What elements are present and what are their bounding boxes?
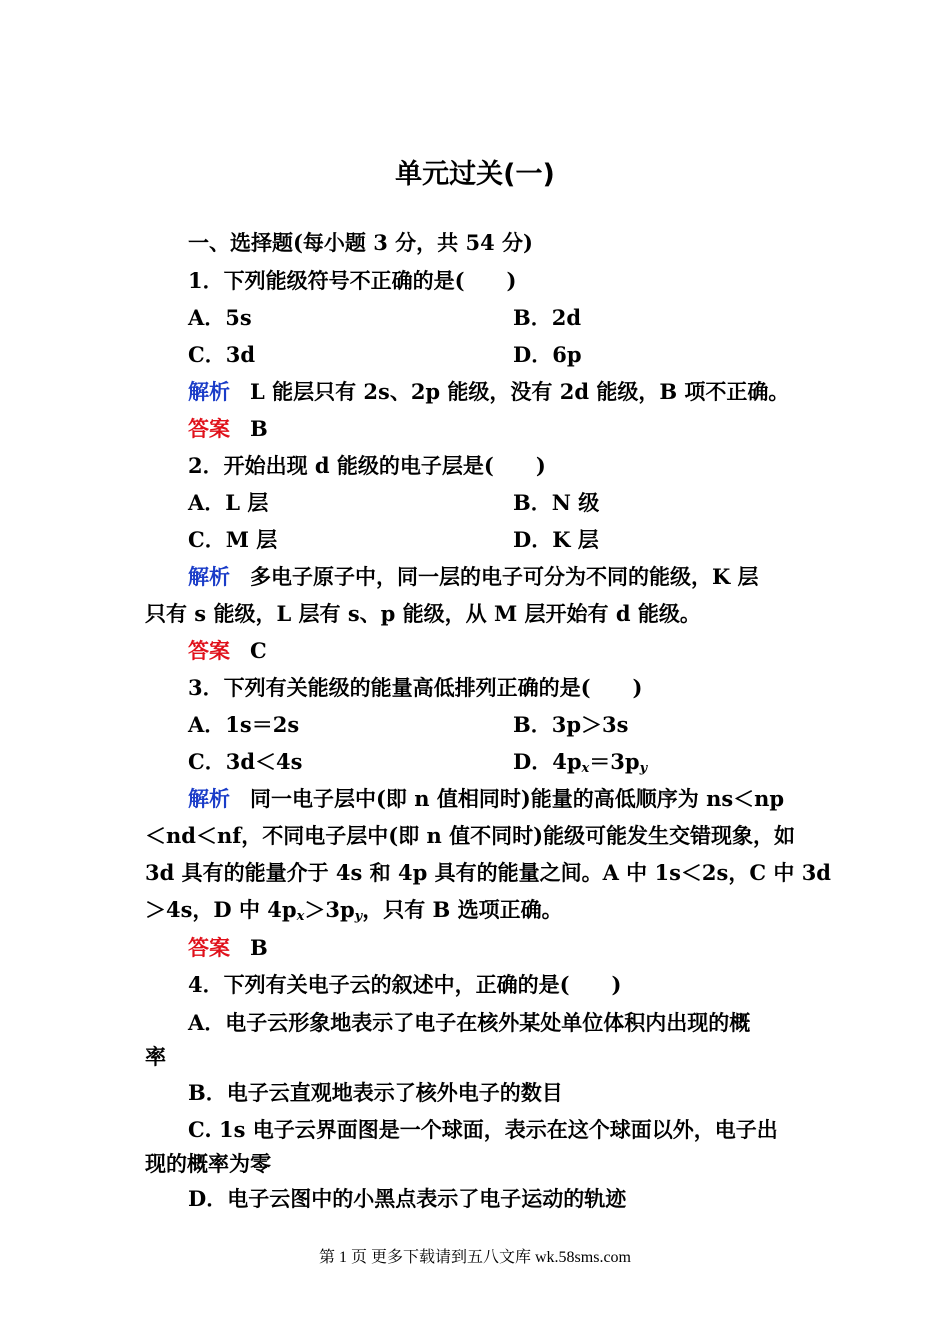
q2-option-a: A．L 层 <box>188 490 269 515</box>
page-footer: 第 1 页 更多下载请到五八文库 wk.58sms.com <box>318 1249 631 1266</box>
analysis-text: L 能层只有 2s、2p 能级，没有 2d 能级，B 项不正确。 <box>250 379 790 404</box>
q3-option-b: B．3p＞3s <box>513 712 629 737</box>
answer-label: 答案 <box>188 416 230 441</box>
option-d-part: D．4p <box>513 749 582 774</box>
q4-option-d: D．电子云图中的小黑点表示了电子运动的轨迹 <box>188 1186 627 1211</box>
q3-analysis-cont-1: ＜nd＜nf，不同电子层中(即 n 值不同时)能级可能发生交错现象，如 <box>145 823 796 848</box>
analysis-part: ，只有 B 选项正确。 <box>362 897 563 922</box>
subscript: x <box>296 909 305 924</box>
q4-option-a-cont: 率 <box>145 1044 166 1069</box>
q2-stem: 2．开始出现 d 能级的电子层是( ) <box>188 453 546 478</box>
analysis-label: 解析 <box>188 564 230 589</box>
q1-option-a: A．5s <box>188 305 252 330</box>
q1-option-c: C．3d <box>188 342 256 367</box>
q3-option-a: A．1s＝2s <box>188 712 300 737</box>
q4-option-a: A．电子云形象地表示了电子在核外某处单位体积内出现的概 <box>188 1010 751 1035</box>
subscript: y <box>639 761 648 776</box>
q1-option-b: B．2d <box>513 305 582 330</box>
section-heading: 一、选择题(每小题 3 分，共 54 分) <box>188 230 533 255</box>
page-title: 单元过关(一) <box>395 159 555 190</box>
analysis-label: 解析 <box>188 379 230 404</box>
analysis-part: ＞4s，D 中 4p <box>145 897 297 922</box>
answer-value: B <box>250 416 268 441</box>
analysis-text: 多电子原子中，同一层的电子可分为不同的能级，K 层 <box>250 564 759 589</box>
q2-analysis <box>188 564 759 590</box>
subscript: x <box>581 761 590 776</box>
subscript: y <box>354 909 363 924</box>
q1-option-d: D．6p <box>513 342 582 367</box>
q3-analysis-cont-2: 3d 具有的能量介于 4s 和 4p 具有的能量之间。A 中 1s＜2s，C 中 3d <box>145 860 831 885</box>
q4-option-b: B．电子云直观地表示了核外电子的数目 <box>188 1080 563 1105</box>
q1-stem: 1．下列能级符号不正确的是( ) <box>188 268 517 293</box>
q2-answer <box>188 638 267 664</box>
q2-option-c: C．M 层 <box>188 527 278 552</box>
answer-label: 答案 <box>188 638 230 663</box>
q1-answer <box>188 416 268 442</box>
answer-value: C <box>250 638 267 663</box>
q3-option-c: C．3d＜4s <box>188 749 303 774</box>
q1-analysis <box>188 379 789 405</box>
q3-answer <box>188 935 268 961</box>
analysis-part: ＞3p <box>304 897 355 922</box>
q3-analysis-cont-3 <box>145 897 563 930</box>
analysis-text: 同一电子层中(即 n 值相同时)能量的高低顺序为 ns＜np <box>250 786 785 811</box>
q4-option-c-cont: 现的概率为零 <box>145 1151 271 1176</box>
answer-value: B <box>250 935 268 960</box>
q3-option-d <box>513 749 647 782</box>
q2-option-b: B．N 级 <box>513 490 600 515</box>
q2-option-d: D．K 层 <box>513 527 599 552</box>
q2-analysis-cont: 只有 s 能级，L 层有 s、p 能级，从 M 层开始有 d 能级。 <box>145 601 701 626</box>
q3-stem: 3．下列有关能级的能量高低排列正确的是( ) <box>188 675 643 700</box>
q4-stem: 4．下列有关电子云的叙述中，正确的是( ) <box>188 972 622 997</box>
answer-label: 答案 <box>188 935 230 960</box>
analysis-label: 解析 <box>188 786 230 811</box>
option-d-part: ＝3p <box>589 749 640 774</box>
q4-option-c: C. 1s 电子云界面图是一个球面，表示在这个球面以外，电子出 <box>188 1117 778 1142</box>
q3-analysis <box>188 786 784 812</box>
